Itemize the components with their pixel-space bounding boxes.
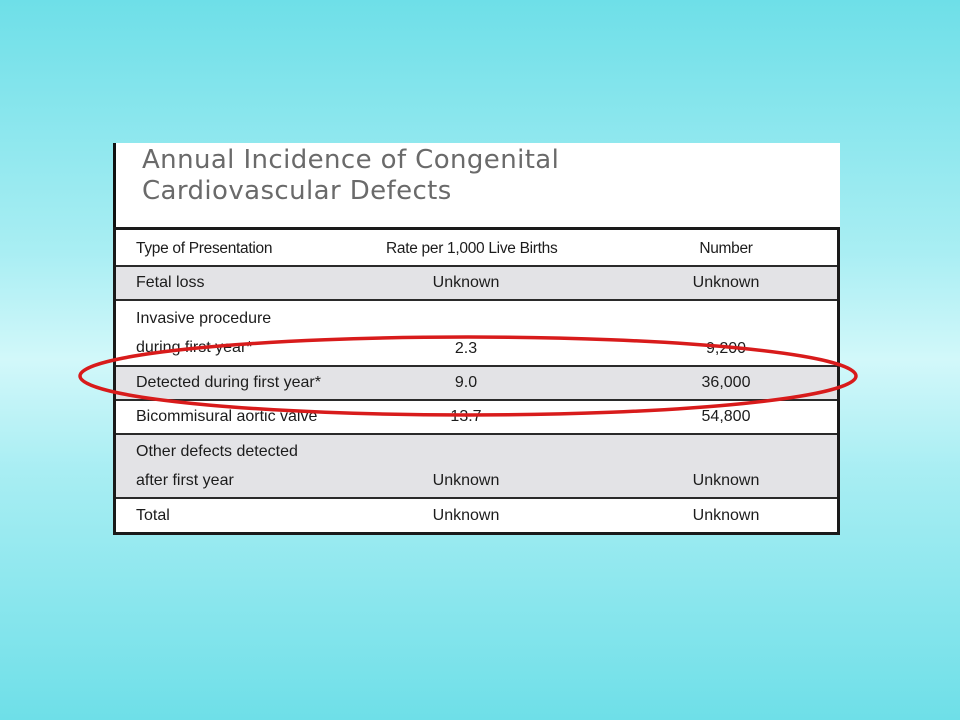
row-rate: 9.0 <box>454 374 478 391</box>
row-label-line: Invasive procedure <box>136 310 272 327</box>
row-label-line: during first year* <box>136 339 253 356</box>
column-header-number: Number <box>699 240 753 257</box>
row-number: 54,800 <box>701 408 751 425</box>
table-figure <box>113 143 840 535</box>
table-title: Annual Incidence of Congenital Cardiovascular Defects <box>142 145 560 206</box>
row-label-line: Other defects detected <box>136 443 298 460</box>
table-row <box>116 301 837 367</box>
table-row <box>116 499 837 532</box>
row-rate: 13.7 <box>450 408 482 425</box>
row-number: Unknown <box>692 472 760 489</box>
table-row <box>116 267 837 301</box>
row-rate: 2.3 <box>454 340 478 357</box>
title-block <box>113 143 840 227</box>
row-number: Unknown <box>692 274 760 291</box>
row-label-line: after first year <box>136 472 234 489</box>
row-rate: Unknown <box>432 472 500 489</box>
table-row <box>116 367 837 401</box>
column-header-type: Type of Presentation <box>136 240 273 257</box>
row-number: Unknown <box>692 507 760 524</box>
table-row <box>116 435 837 499</box>
row-rate: Unknown <box>432 274 500 291</box>
row-label: Fetal loss <box>136 274 205 291</box>
incidence-table <box>113 227 840 535</box>
column-header-rate: Rate per 1,000 Live Births <box>386 240 558 257</box>
row-number: 9,200 <box>705 340 747 357</box>
row-number: 36,000 <box>701 374 751 391</box>
row-rate: Unknown <box>432 507 500 524</box>
row-label: Detected during first year* <box>136 374 321 391</box>
table-header-row <box>116 230 837 267</box>
row-label: Total <box>136 507 170 524</box>
row-label: Bicommisural aortic valve <box>136 408 318 425</box>
table-row <box>116 401 837 435</box>
